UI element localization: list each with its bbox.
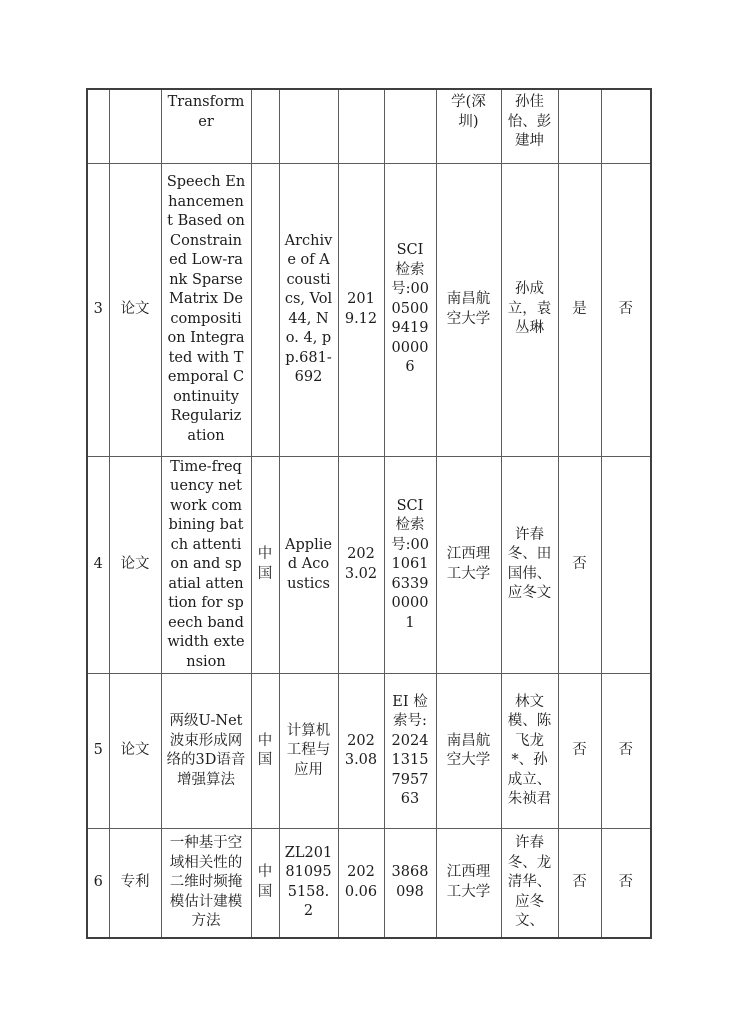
cell-institution: 江西理工大学	[436, 829, 501, 938]
cell-category: 论文	[109, 456, 161, 674]
cell-flag-a	[558, 89, 601, 163]
cell-category	[109, 89, 161, 163]
cell-flag-a: 是	[558, 163, 601, 456]
cell-flag-a: 否	[558, 829, 601, 938]
cell-index-number: EI 检索号:20241315795763	[384, 674, 436, 829]
cell-date: 2020.06	[338, 829, 384, 938]
cell-index-number	[384, 89, 436, 163]
cell-authors: 林文模、陈飞龙*、孙成立、朱祯君	[501, 674, 558, 829]
cell-date: 2023.08	[338, 674, 384, 829]
cell-flag-a: 否	[558, 456, 601, 674]
cell-journal: Applied Acoustics	[279, 456, 338, 674]
cell-institution: 南昌航空大学	[436, 674, 501, 829]
cell-category: 论文	[109, 674, 161, 829]
cell-flag-b	[601, 456, 651, 674]
cell-authors: 许春冬、龙清华、应冬文、	[501, 829, 558, 938]
cell-journal	[279, 89, 338, 163]
cell-category: 专利	[109, 829, 161, 938]
cell-category: 论文	[109, 163, 161, 456]
cell-flag-b: 否	[601, 163, 651, 456]
cell-index-number: 3868098	[384, 829, 436, 938]
table-row	[87, 674, 651, 829]
cell-number: 5	[87, 674, 109, 829]
cell-title: Time-frequency network combining batch attention and spatial attention for speech bandwidth extension	[161, 456, 251, 674]
cell-date: 2023.02	[338, 456, 384, 674]
cell-flag-b: 否	[601, 674, 651, 829]
table-row	[87, 456, 651, 674]
cell-authors: 许春冬、田国伟、应冬文	[501, 456, 558, 674]
table-row	[87, 89, 651, 163]
cell-country: 中国	[251, 674, 279, 829]
cell-country: 中国	[251, 829, 279, 938]
cell-title: Speech Enhancement Based on Constrained Low-rank Sparse Matrix Decomposition Integrated with Temporal Continuity Regularization	[161, 163, 251, 456]
cell-authors: 孙成立，袁丛琳	[501, 163, 558, 456]
cell-date: 2019.12	[338, 163, 384, 456]
cell-number: 3	[87, 163, 109, 456]
cell-number: 4	[87, 456, 109, 674]
cell-authors: 孙佳怡、彭建坤	[501, 89, 558, 163]
cell-flag-a: 否	[558, 674, 601, 829]
table-row	[87, 829, 651, 938]
cell-journal: Archive of Acoustics, Vol 44, No. 4, pp.681-692	[279, 163, 338, 456]
cell-date	[338, 89, 384, 163]
cell-flag-b	[601, 89, 651, 163]
cell-number	[87, 89, 109, 163]
cell-institution: 南昌航空大学	[436, 163, 501, 456]
cell-institution: 江西理工大学	[436, 456, 501, 674]
cell-title: 两级U-Net波束形成网络的3D语音增强算法	[161, 674, 251, 829]
cell-country	[251, 89, 279, 163]
cell-institution: 学(深圳)	[436, 89, 501, 163]
cell-index-number: SCI 检索号:001061633900001	[384, 456, 436, 674]
cell-journal: ZL201810955158.2	[279, 829, 338, 938]
publications-table	[86, 88, 652, 939]
cell-title: 一种基于空域相关性的二维时频掩模估计建模方法	[161, 829, 251, 938]
cell-number: 6	[87, 829, 109, 938]
table-row	[87, 163, 651, 456]
cell-country	[251, 163, 279, 456]
cell-title: Transformer	[161, 89, 251, 163]
cell-country: 中国	[251, 456, 279, 674]
cell-flag-b: 否	[601, 829, 651, 938]
cell-journal: 计算机工程与应用	[279, 674, 338, 829]
cell-index-number: SCI 检索号:000500941900006	[384, 163, 436, 456]
